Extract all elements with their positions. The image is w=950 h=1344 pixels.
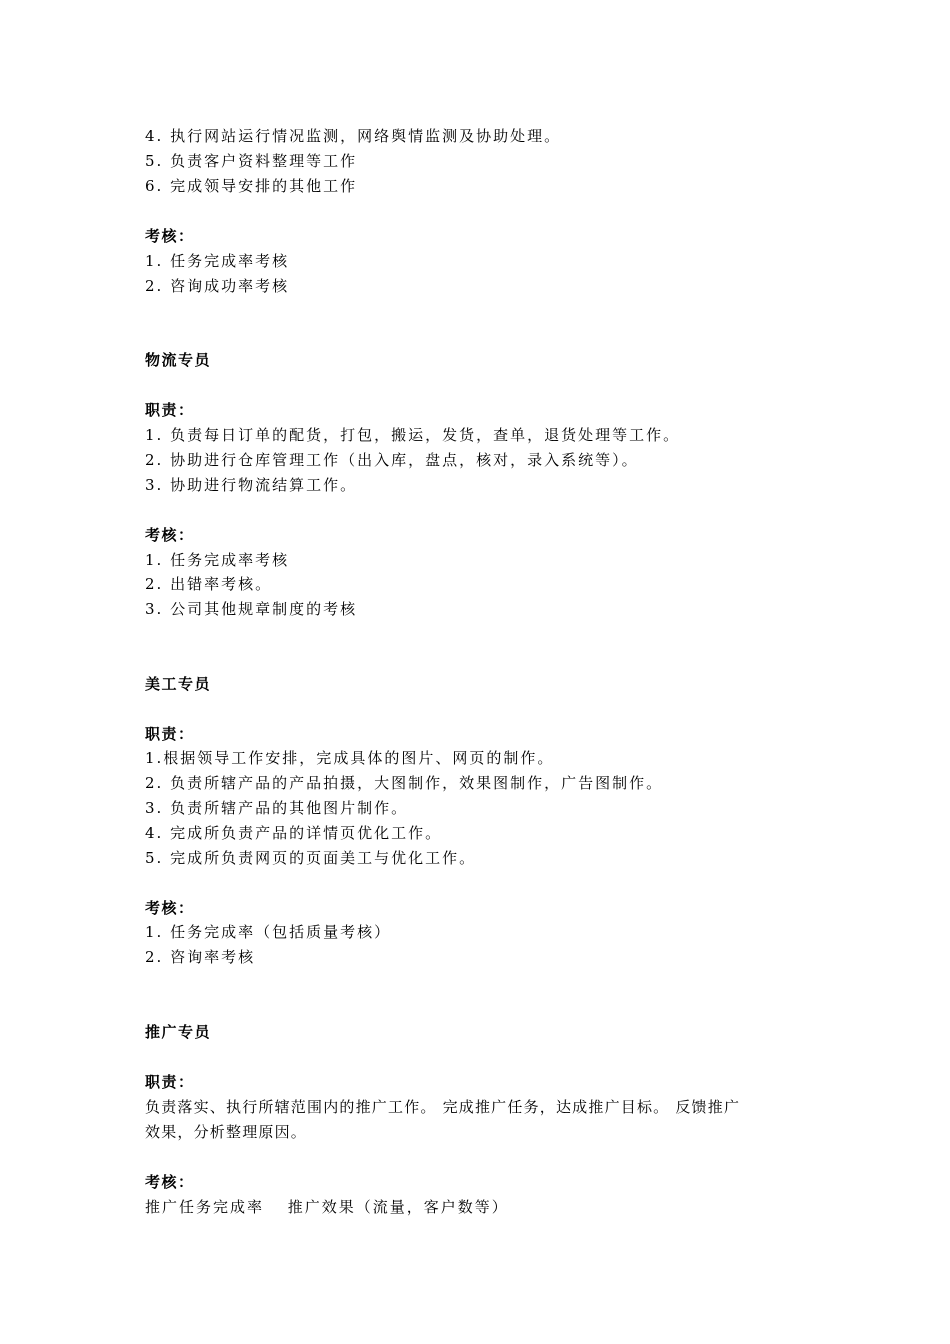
assessment-label: 考核： xyxy=(145,899,195,917)
duty-paragraph-line: 负责落实、执行所辖范围内的推广工作。 完成推广任务，达成推广目标。 反馈推广 xyxy=(145,1098,741,1116)
assessment-item: 1. 任务完成率考核 xyxy=(145,252,290,270)
duty-item: 4. 执行网站运行情况监测，网络舆情监测及协助处理。 xyxy=(145,127,562,145)
assessment-item: 1. 任务完成率考核 xyxy=(145,551,290,569)
section-title-promotion: 推广专员 xyxy=(145,1023,212,1041)
duty-item: 3. 负责所辖产品的其他图片制作。 xyxy=(145,799,409,817)
assessment-item: 2. 咨询率考核 xyxy=(145,948,256,966)
section-title-designer: 美工专员 xyxy=(145,675,212,693)
assessment-label: 考核： xyxy=(145,1173,195,1191)
duty-item: 4. 完成所负责产品的详情页优化工作。 xyxy=(145,824,443,842)
duty-item: 5. 完成所负责网页的页面美工与优化工作。 xyxy=(145,849,477,867)
assessment-label: 考核： xyxy=(145,526,195,544)
duty-item: 1.根据领导工作安排，完成具体的图片、网页的制作。 xyxy=(145,749,555,767)
assessment-item: 3. 公司其他规章制度的考核 xyxy=(145,600,358,618)
assessment-item: 推广任务完成率 推广效果（流量，客户数等） xyxy=(145,1198,509,1216)
duty-paragraph-line: 效果，分析整理原因。 xyxy=(145,1123,308,1141)
duties-label: 职责： xyxy=(145,725,195,743)
assessment-label: 考核： xyxy=(145,227,195,245)
duty-item: 5. 负责客户资料整理等工作 xyxy=(145,152,358,170)
section-title-logistics: 物流专员 xyxy=(145,351,212,369)
assessment-item: 2. 咨询成功率考核 xyxy=(145,277,290,295)
assessment-item: 1. 任务完成率（包括质量考核） xyxy=(145,923,392,941)
duty-item: 2. 负责所辖产品的产品拍摄，大图制作，效果图制作，广告图制作。 xyxy=(145,774,664,792)
duty-item: 2. 协助进行仓库管理工作（出入库，盘点，核对，录入系统等）。 xyxy=(145,451,639,469)
assessment-item: 2. 出错率考核。 xyxy=(145,575,273,593)
duties-label: 职责： xyxy=(145,401,195,419)
duty-item: 3. 协助进行物流结算工作。 xyxy=(145,476,358,494)
duties-label: 职责： xyxy=(145,1073,195,1091)
duty-item: 1. 负责每日订单的配货，打包，搬运，发货，查单，退货处理等工作。 xyxy=(145,426,681,444)
duty-item: 6. 完成领导安排的其他工作 xyxy=(145,177,358,195)
